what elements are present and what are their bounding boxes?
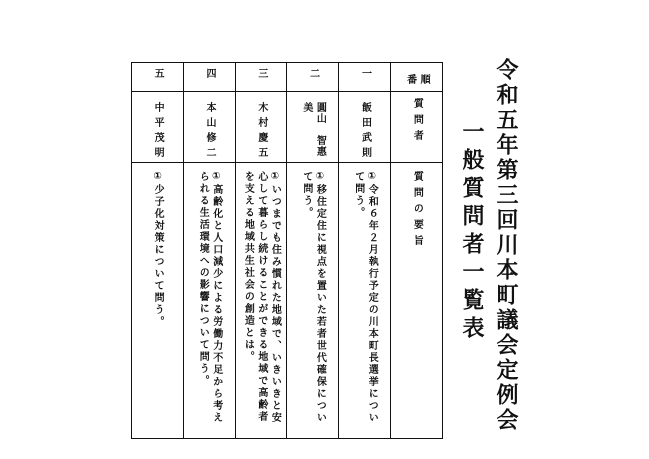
header-order: 順番 — [404, 74, 430, 86]
topic-cell-3 — [235, 163, 287, 439]
topic-cell-2 — [287, 163, 339, 439]
question-topic-4: ①高齢化と人口減少による労働力不足から考えられる生活環境への影響について問う。 — [197, 171, 222, 424]
question-topic-3: ①いつまでも住み慣れた地域で、いきいきと安心して暮らし続けることができる地域で高齢者を支える地域共生社会の創造とは。 — [242, 171, 281, 424]
name-cell-3 — [235, 92, 287, 163]
name-cell-5 — [132, 92, 184, 163]
header-order-cell — [391, 63, 443, 92]
questioner-table — [131, 62, 443, 439]
questioner-name-1: 飯田武則 — [359, 102, 371, 162]
header-topic-cell — [391, 163, 443, 439]
order-cell-3 — [235, 63, 287, 92]
order-1: 一 — [359, 68, 371, 80]
topic-cell-5 — [132, 163, 184, 439]
order-cell-1 — [339, 63, 391, 92]
question-topic-1: ①令和６年２月執行予定の川本町長選挙について問う。 — [352, 171, 378, 424]
order-cell-2 — [287, 63, 339, 92]
questioner-name-2: 圓山 智惠美 — [300, 102, 326, 157]
name-cell-4 — [183, 92, 235, 163]
document-subtitle: 一般質問者一覧表 — [459, 120, 484, 344]
order-5: 五 — [152, 68, 164, 80]
order-cell-4 — [183, 63, 235, 92]
questioner-name-3: 木村慶五 — [255, 102, 267, 162]
question-topic-5: ①少子化対策について問う。 — [152, 171, 164, 328]
topic-cell-4 — [183, 163, 235, 439]
name-cell-2 — [287, 92, 339, 163]
order-2: 二 — [307, 68, 319, 80]
questioner-name-5: 中平茂明 — [152, 102, 164, 162]
name-cell-1 — [339, 92, 391, 163]
header-topic: 質問の要旨 — [411, 171, 423, 251]
header-questioner: 質問者 — [411, 98, 423, 146]
question-topic-2: ①移住定住に視点を置いた若者世代確保について問う。 — [300, 171, 326, 424]
topic-cell-1 — [339, 163, 391, 439]
order-cell-5 — [132, 63, 184, 92]
header-questioner-cell — [391, 92, 443, 163]
order-3: 三 — [255, 68, 267, 80]
document-title: 令和五年第三回川本町議会定例会 — [493, 58, 518, 433]
questioner-name-4: 本山修二 — [203, 102, 215, 162]
order-4: 四 — [203, 68, 215, 80]
